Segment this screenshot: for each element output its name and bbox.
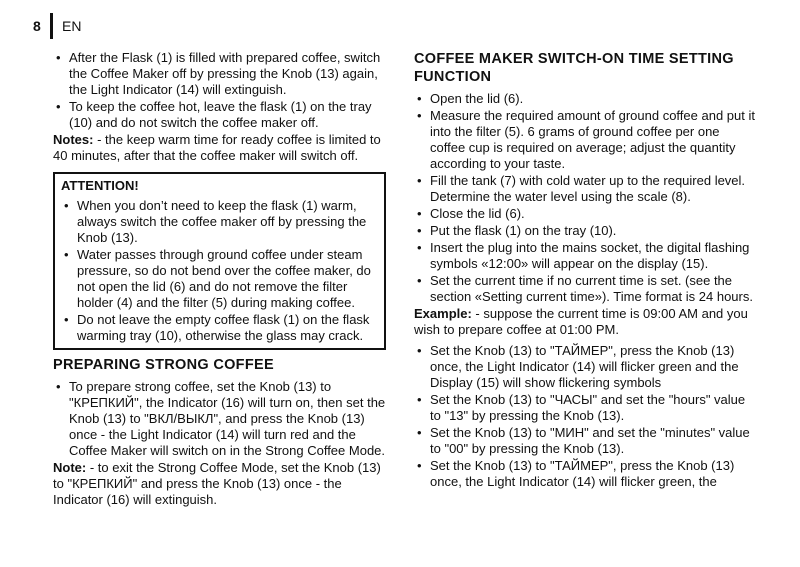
right-column <box>414 50 757 491</box>
left-column <box>53 50 386 508</box>
list-item: • Close the lid (6). <box>414 206 757 222</box>
strong-coffee-list <box>53 379 386 459</box>
list-item: • Water passes through ground coffee under steam pressure, so do not bend over the coffee maker, do not open the lid (6) and do not remove the filter holder (4) and the filter (5) during making coffee. <box>61 247 378 311</box>
list-item: • Set the Knob (13) to "ТАЙМЕР", press the Knob (13) once, the Light Indicator (14) will flicker green and the Display (15) will show flickering symbols <box>414 343 757 391</box>
list-item: • To keep the coffee hot, leave the flask (1) on the tray (10) and do not switch the coffee maker off. <box>53 99 386 131</box>
list-item: • After the Flask (1) is filled with prepared coffee, switch the Coffee Maker off by pressing the Knob (13) again, the Light Indicator (14) will extinguish. <box>53 50 386 98</box>
attention-box <box>53 172 386 350</box>
list-item: • Open the lid (6). <box>414 91 757 107</box>
note-text: - to exit the Strong Coffee Mode, set the Knob (13) to "КРЕПКИЙ" and press the Knob (13) once - the Indicator (16) will extinguish. <box>53 460 381 507</box>
section-heading-strong-coffee: PREPARING STRONG COFFEE <box>53 357 274 373</box>
note-label: Note: <box>53 460 87 475</box>
example-text: - suppose the current time is 09:00 AM and you wish to prepare coffee at 01:00 PM. <box>414 306 748 337</box>
example-label: Example: <box>414 306 472 321</box>
setup-list <box>414 91 757 305</box>
notes-paragraph <box>53 132 386 164</box>
note-paragraph <box>53 460 386 508</box>
header-divider <box>50 13 53 39</box>
timer-steps-list <box>414 343 757 490</box>
attention-list <box>61 198 378 344</box>
list-item: • When you don’t need to keep the flask (1) warm, always switch the coffee maker off by pressing the Knob (13). <box>61 198 378 246</box>
section-heading-switch-on-time: COFFEE MAKER SWITCH-ON TIME SETTING FUNCTION <box>414 51 734 85</box>
list-item: • Fill the tank (7) with cold water up to the required level. Determine the water level using the scale (8). <box>414 173 757 205</box>
list-item: • Set the Knob (13) to "ТАЙМЕР", press the Knob (13) once, the Light Indicator (14) will flicker green, the <box>414 458 757 490</box>
notes-text: - the keep warm time for ready coffee is limited to 40 minutes, after that the coffee maker will switch off. <box>53 132 381 163</box>
list-item: • Do not leave the empty coffee flask (1) on the flask warming tray (10), otherwise the glass may crack. <box>61 312 378 344</box>
attention-title: ATTENTION! <box>61 178 139 193</box>
example-paragraph <box>414 306 757 338</box>
list-item: • Insert the plug into the mains socket, the digital flashing symbols «12:00» will appear on the display (15). <box>414 240 757 272</box>
list-item: • Set the Knob (13) to "МИН" and set the "minutes" value to "00" by pressing the Knob (13). <box>414 425 757 457</box>
bullet-list-top <box>53 50 386 131</box>
page-number: 8 <box>33 18 41 34</box>
list-item: • Measure the required amount of ground coffee and put it into the filter (5). 6 grams of ground coffee per one coffee cup is required on average; adjust the quantity according to your taste. <box>414 108 757 172</box>
list-item: • To prepare strong coffee, set the Knob (13) to "КРЕПКИЙ", the Indicator (16) will turn on, then set the Knob (13) to "ВКЛ/ВЫКЛ", and press the Knob (13) once - the Light Indicator (14) will turn red and the Coffee Maker will switch on in the Strong Coffee Mode. <box>53 379 386 459</box>
language-label: EN <box>62 18 82 34</box>
list-item: • Set the Knob (13) to "ЧАСЫ" and set the "hours" value to "13" by pressing the Knob (13). <box>414 392 757 424</box>
list-item: • Put the flask (1) on the tray (10). <box>414 223 757 239</box>
notes-label: Notes: <box>53 132 94 147</box>
list-item: • Set the current time if no current time is set. (see the section «Setting current time»). Time format is 24 hours. <box>414 273 757 305</box>
